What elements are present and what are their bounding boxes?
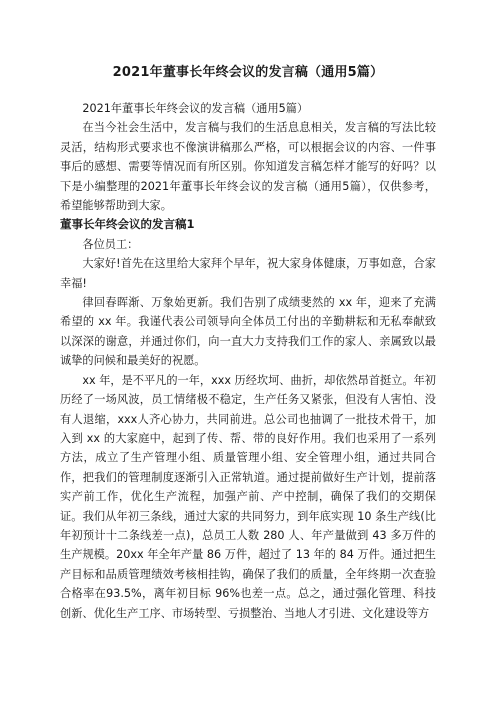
section-heading: 董事长年终会议的发言稿1 (60, 217, 195, 232)
document-title: 2021年董事长年终会议的发言稿（通用5篇） (112, 65, 384, 80)
salutation-paragraph: 各位员工： (82, 237, 139, 251)
review-paragraph: xx 年，是不平凡的一年，xxx 历经坎坷、曲折，却依然昂首挺立。年初历经了一场风波，员工情绪极不稳定，生产任务又紧张，但没有人害怕、没有人退缩，xxx人齐心协力，共同前进。总公司也抽调了一批技术骨干，加入到 xx 的大家庭中，起到了传、帮、带的良好作用。我们也采用了一系列方法，成立了生产管理小组、质量管理小组、安全管理小组，通过共同合作，把我们的管理制度逐渐引入正常轨道。通过提前做好生产计划，提前落实产前工作，优化生产流程，加强产前、产中控制，确保了我们的交期保证。我们从年初三条线，通过大家的共同努力，到年底实现 10 条生产线(比年初预计十二条线差一点)，总员工人数 280 人、年产量做到 43 多万件的生产规模。20xx 年全年产量 86 万件，超过了 13 年的 84 万件。通过把生产目标和品质管理绩效考核相挂钩，确保了我们的质量，全年终期一次查验合格率在93.5%，离年初目标 96%也差一点。总之，通过强化管理、科技创新、优化生产工序、市场转型、亏损整治、当地人才引进、文化建设等方 (60, 373, 436, 620)
intro-subtitle-paragraph: 2021年董事长年终会议的发言稿（通用5篇） (82, 102, 309, 115)
thanks-paragraph: 律回春晖渐、万象始更新。我们告别了成绩斐然的 xx 年，迎来了充满希望的 xx 年。我谨代表公司领导向全体员工付出的辛勤耕耘和无私奉献致以深深的谢意，并通过你们，向一直大力支持我们工作的家人、亲属致以最诚挚的问候和最美好的祝愿。 (60, 296, 436, 368)
intro-paragraph: 在当今社会生活中，发言稿与我们的生活息息相关，发言稿的写法比较灵活，结构形式要求也不像演讲稿那么严格，可以根据会议的内容、一件事事后的感想、需要等情况而有所区别。你知道发言稿怎样才能写的好吗？以下是小编整理的2021年董事长年终会议的发言稿（通用5篇），仅供参考，希望能够帮助到大家。 (60, 121, 436, 213)
greeting-paragraph: 大家好!首先在这里给大家拜个早年，祝大家身体健康，万事如意，合家幸福! (60, 257, 436, 290)
